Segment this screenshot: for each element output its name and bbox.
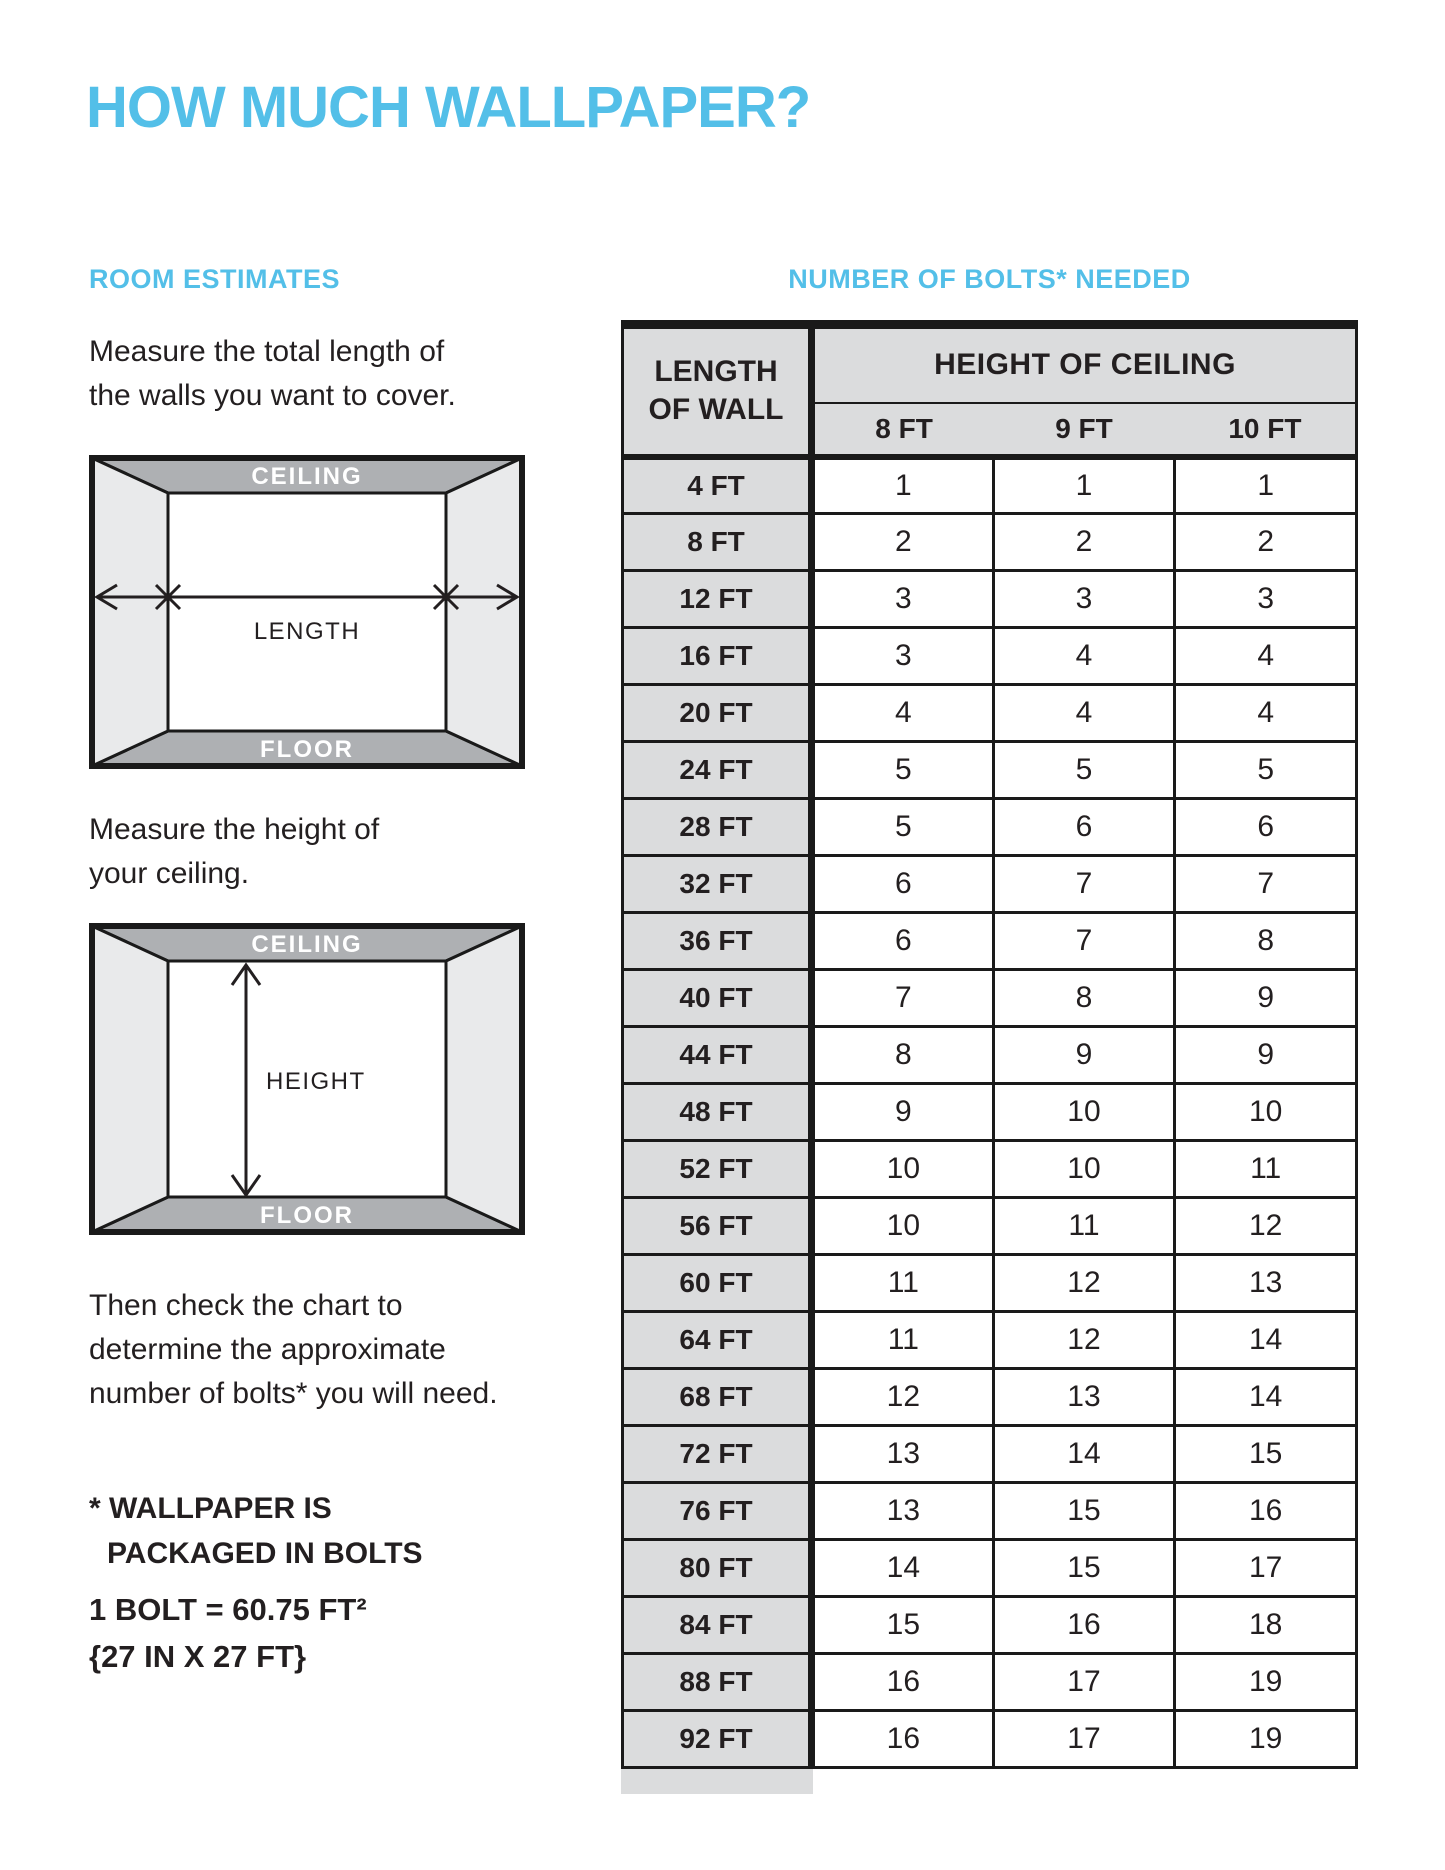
footnote-line: PACKAGED IN BOLTS [107,1537,423,1570]
length-room-diagram [89,455,525,774]
bolt-count-cell: 12 [1175,1198,1357,1255]
wall-length-cell: 52 FT [623,1141,812,1198]
bolt-count-cell: 2 [1175,514,1357,571]
bolt-count-cell: 14 [812,1540,994,1597]
column-footer-tab [621,1769,813,1794]
bolt-count-cell: 10 [993,1141,1175,1198]
bolt-count-cell: 7 [1175,856,1357,913]
table-row [623,799,1357,856]
bolt-count-cell: 15 [812,1597,994,1654]
table-row [623,1027,1357,1084]
wall-length-cell: 8 FT [623,514,812,571]
wall-length-cell: 32 FT [623,856,812,913]
column-header-9ft: 9 FT [993,403,1175,457]
table-row [623,1141,1357,1198]
bolt-count-cell: 9 [812,1084,994,1141]
instruction-line: Then check the chart to [89,1289,403,1322]
wall-length-cell: 48 FT [623,1084,812,1141]
bolt-count-cell: 5 [812,742,994,799]
wall-length-cell: 12 FT [623,571,812,628]
instruction-measure-height [89,808,379,896]
bolt-count-cell: 19 [1175,1654,1357,1711]
bolt-count-cell: 3 [812,571,994,628]
wall-length-cell: 60 FT [623,1255,812,1312]
instruction-line: the walls you want to cover. [89,379,456,412]
wall-length-cell: 64 FT [623,1312,812,1369]
wall-length-cell: 36 FT [623,913,812,970]
wallpaper-bolts-footnote [89,1486,423,1576]
table-row [623,1255,1357,1312]
bolt-count-cell: 6 [812,856,994,913]
height-of-ceiling-header: HEIGHT OF CEILING [812,325,1357,403]
bolt-count-cell: 14 [1175,1312,1357,1369]
wall-length-cell: 56 FT [623,1198,812,1255]
bolt-count-cell: 18 [1175,1597,1357,1654]
bolt-count-cell: 13 [812,1426,994,1483]
bolt-count-cell: 11 [993,1198,1175,1255]
bolt-count-cell: 6 [1175,799,1357,856]
bolt-count-cell: 11 [1175,1141,1357,1198]
table-row [623,970,1357,1027]
bolt-count-cell: 11 [812,1312,994,1369]
wall-length-cell: 20 FT [623,685,812,742]
bolt-count-cell: 3 [1175,571,1357,628]
bolt-count-cell: 17 [993,1654,1175,1711]
left-wall-surface [92,926,168,1232]
table-header-row [623,325,1357,403]
bolt-count-cell: 2 [993,514,1175,571]
bolt-size-line: {27 IN X 27 FT} [89,1639,307,1674]
back-wall-surface [168,493,446,731]
bolt-count-cell: 1 [1175,457,1357,514]
instruction-measure-length [89,330,456,418]
table-row [623,1597,1357,1654]
bolt-count-cell: 12 [993,1312,1175,1369]
bolt-size-info [89,1586,367,1680]
bolt-table-body [623,457,1357,1768]
wall-length-cell: 76 FT [623,1483,812,1540]
table-row [623,742,1357,799]
wall-length-cell: 84 FT [623,1597,812,1654]
bolt-count-cell: 1 [812,457,994,514]
bolt-size-line: 1 BOLT = 60.75 FT² [89,1592,367,1627]
table-row [623,1654,1357,1711]
bolt-count-cell: 16 [1175,1483,1357,1540]
floor-label: FLOOR [260,736,354,763]
bolt-count-cell: 17 [993,1711,1175,1768]
instruction-line: your ceiling. [89,857,250,890]
bolt-count-cell: 9 [1175,970,1357,1027]
instruction-line: number of bolts* you will need. [89,1377,498,1410]
bolt-count-cell: 17 [1175,1540,1357,1597]
table-row [623,457,1357,514]
wall-length-cell: 28 FT [623,799,812,856]
bolt-count-cell: 2 [812,514,994,571]
table-row [623,571,1357,628]
bolt-count-cell: 3 [993,571,1175,628]
bolt-count-cell: 11 [812,1255,994,1312]
table-row [623,1198,1357,1255]
wall-length-cell: 80 FT [623,1540,812,1597]
bolt-count-cell: 10 [812,1141,994,1198]
bolt-count-cell: 1 [993,457,1175,514]
bolt-count-cell: 15 [993,1540,1175,1597]
bolt-count-cell: 14 [993,1426,1175,1483]
bolt-count-cell: 13 [993,1369,1175,1426]
instruction-line: determine the approximate [89,1333,446,1366]
ceiling-label: CEILING [251,463,363,490]
wall-length-cell: 4 FT [623,457,812,514]
bolt-count-cell: 14 [1175,1369,1357,1426]
bolt-count-cell: 10 [993,1084,1175,1141]
bolt-count-cell: 6 [993,799,1175,856]
bolt-count-cell: 15 [993,1483,1175,1540]
table-row [623,1540,1357,1597]
bolt-count-cell: 12 [993,1255,1175,1312]
bolt-count-cell: 16 [812,1654,994,1711]
table-row [623,856,1357,913]
wall-length-cell: 44 FT [623,1027,812,1084]
wall-length-cell: 88 FT [623,1654,812,1711]
wall-length-cell: 68 FT [623,1369,812,1426]
bolt-count-cell: 9 [993,1027,1175,1084]
header-line: OF WALL [648,393,784,427]
table-row [623,1426,1357,1483]
table-row [623,1483,1357,1540]
floor-label: FLOOR [260,1202,354,1229]
bolt-count-cell: 16 [812,1711,994,1768]
bolt-count-cell: 10 [1175,1084,1357,1141]
right-wall-surface [446,926,522,1232]
bolt-count-cell: 4 [993,628,1175,685]
bolt-count-cell: 8 [993,970,1175,1027]
table-row [623,1711,1357,1768]
table-row [623,913,1357,970]
length-of-wall-header [623,325,812,457]
column-header-8ft: 8 FT [812,403,994,457]
left-wall-surface [92,458,168,766]
height-room-diagram [89,923,525,1240]
header-line: LENGTH [654,355,778,389]
bolt-count-cell: 4 [993,685,1175,742]
table-row [623,628,1357,685]
bolt-count-cell: 7 [993,913,1175,970]
wall-length-cell: 40 FT [623,970,812,1027]
bolt-count-cell: 5 [1175,742,1357,799]
bolt-count-cell: 9 [1175,1027,1357,1084]
bolt-count-cell: 5 [993,742,1175,799]
bolt-count-cell: 16 [993,1597,1175,1654]
ceiling-label: CEILING [251,931,363,958]
bolts-table [621,320,1358,1769]
bolt-count-cell: 6 [812,913,994,970]
bolt-count-cell: 8 [1175,913,1357,970]
bolt-count-cell: 13 [1175,1255,1357,1312]
bolt-count-cell: 8 [812,1027,994,1084]
table-row [623,1084,1357,1141]
height-dimension-label: HEIGHT [266,1068,366,1095]
table-row [623,514,1357,571]
instruction-line: Measure the height of [89,813,380,846]
length-dimension-label: LENGTH [253,618,361,645]
table-row [623,685,1357,742]
wall-length-cell: 16 FT [623,628,812,685]
bolt-count-cell: 4 [1175,628,1357,685]
bolt-count-cell: 19 [1175,1711,1357,1768]
bolt-count-cell: 4 [1175,685,1357,742]
bolt-count-cell: 12 [812,1369,994,1426]
instruction-check-chart [89,1284,498,1416]
bolt-count-cell: 4 [812,685,994,742]
table-row [623,1312,1357,1369]
column-header-10ft: 10 FT [1175,403,1357,457]
bolt-count-cell: 15 [1175,1426,1357,1483]
footnote-line: * WALLPAPER IS [89,1492,332,1525]
bolts-table-container [621,320,1358,1794]
bolt-count-cell: 7 [993,856,1175,913]
instruction-line: Measure the total length of [89,335,445,368]
page-title: HOW MUCH WALLPAPER? [86,75,811,140]
bolt-count-cell: 7 [812,970,994,1027]
room-estimates-heading: ROOM ESTIMATES [89,264,341,294]
wall-length-cell: 24 FT [623,742,812,799]
bolt-count-cell: 13 [812,1483,994,1540]
bolt-count-cell: 10 [812,1198,994,1255]
wall-length-cell: 92 FT [623,1711,812,1768]
bolt-count-cell: 5 [812,799,994,856]
right-wall-surface [446,458,522,766]
bolts-needed-heading: NUMBER OF BOLTS* NEEDED [788,264,1191,294]
table-row [623,1369,1357,1426]
bolt-count-cell: 3 [812,628,994,685]
wall-length-cell: 72 FT [623,1426,812,1483]
